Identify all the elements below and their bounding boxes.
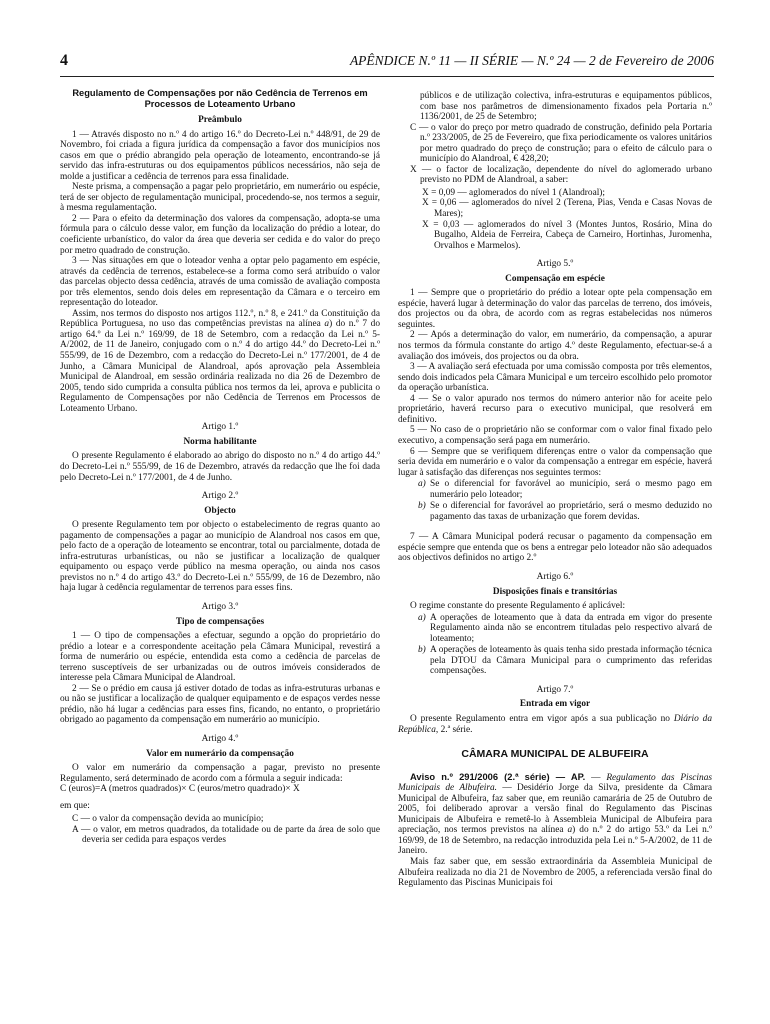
- article-title: Entrada em vigor: [519, 699, 591, 710]
- article-title: Disposições finais e transitórias: [492, 586, 618, 597]
- paragraph: O valor em numerário da compensação a pagar, previsto no presente Regulamento, será determinado de acordo com a fórmula a seguir indicada:: [60, 763, 380, 784]
- definition-item: C — o valor do preço por metro quadrado de construção, definido pela Portaria n.º 233/2005, de 25 de Fevereiro, que fixa periodicamente os valores unitários por metro quadrado do preço de construção; para o efeito de cálculo para o município do Alandroal, € 428,20;: [410, 122, 712, 165]
- article-number: Artigo 2.º: [201, 491, 239, 502]
- paragraph: 3 — Nas situações em que o loteador venha a optar pelo pagamento em espécie, através da cedência de terrenos, estabelece-se a forma como será atribuído o valor das parcelas objecto dessa cedência, através de uma comissão de avaliação composta por três elementos, sendo dois deles em representação da Câmara e o terceiro em representação do loteador.: [60, 256, 380, 309]
- article-number: Artigo 6.º: [536, 571, 574, 582]
- list-item: b) A operações de loteamento às quais tenha sido prestada informação técnica pela DTOU da Câmara Municipal para o cumprimento das referidas compensações.: [418, 645, 712, 677]
- paragraph: O presente Regulamento é elaborado ao abrigo do disposto no n.º 4 do artigo 44.º do Decreto-Lei n.º 555/99, de 16 de Dezembro, através da redacção que lhe foi dada pelo Decreto-Lei n.º 177/2001, de 4 de Junho.: [60, 451, 380, 483]
- article-number: Artigo 3.º: [201, 601, 239, 612]
- paragraph: 5 — No caso de o proprietário não se conformar com o valor final fixado pelo executivo, a compensação será paga em numerário.: [398, 425, 712, 446]
- location-factor-list: [422, 188, 712, 251]
- article-number: Artigo 4.º: [201, 733, 239, 744]
- paragraph: 2 — Se o prédio em causa já estiver dotado de todas as infra-estruturas urbanas e ou não se justificar a localização de qualquer equipamento e de espaços verdes nesse prédio, não há lugar a cedências para esses fins, ficando, no entanto, o proprietário obrigado ao pagamento da compensação em numerário ao município.: [60, 683, 380, 726]
- right-column: [398, 88, 712, 889]
- paragraph: 2 — Após a determinação do valor, em numerário, da compensação, a apurar nos termos da fórmula constante do artigo 4.º deste Regulamento, efectuar-se-á a avaliação dos imóveis, dos projectos ou da obra.: [398, 330, 712, 362]
- paragraph: O regime constante do presente Regulamento é aplicável:: [410, 601, 626, 612]
- article-title: Objecto: [204, 505, 236, 516]
- list-item: a) Se o diferencial for favorável ao município, será o mesmo pago em numerário pelo loteador;: [418, 479, 712, 500]
- definition-item: C — o valor da compensação devida ao município;: [72, 814, 264, 825]
- article-title: Valor em numerário da compensação: [146, 748, 294, 759]
- council-heading: CÂMARA MUNICIPAL DE ALBUFEIRA: [461, 748, 649, 761]
- article-number: Artigo 7.º: [536, 684, 574, 695]
- paragraph: 4 — Se o valor apurado nos termos do número anterior não for aceite pelo proprietário, haverá recurso para o executivo municipal, que resolverá em definitivo.: [398, 393, 712, 425]
- paragraph: O presente Regulamento tem por objecto o estabelecimento de regras quanto ao pagamento de compensações a pagar ao município de Alandroal nos casos em que, pelo facto de a operação de loteamento se encontrar, total ou parcialmente, dotada de infra-estruturas urbanísticas, ou não se justificar a localização de qualquer equipamento ou espaço verde público na mesma operação, ou ainda nos casos previstos no n.º 4 do artigo 43.º do Decreto-Lei n.º 555/99, de 16 de Dezembro, não haja lugar à cedência regulamentar de terrenos para esses fins.: [60, 520, 380, 594]
- list-item: X = 0,03 — aglomerados do nível 3 (Montes Juntos, Rosário, Mina do Bugalho, Aldeia de Ferreira, Cabeça de Carneiro, Hortinhas, Juromenha, Orvalhos e Marmelos).: [422, 219, 712, 251]
- definition-item: X — o factor de localização, dependente do nível do aglomerado urbano previsto no PDM de Alandroal, a saber:: [410, 164, 712, 186]
- paragraph: 1 — O tipo de compensações a efectuar, segundo a opção do proprietário do prédio a lotear e a correspondente aceitação pela Câmara Municipal, revestirá a forma de numerário ou espécie, entendida esta como a cedência de parcelas de terreno susceptíveis de ser urbanizadas ou de outros imóveis considerados de interesse pela Câmara Municipal de Alandroal.: [60, 631, 380, 684]
- paragraph: 2 — Para o efeito da determinação dos valores da compensação, adopta-se uma fórmula para o cálculo desse valor, em função da localização do prédio a lotear, do coeficiente urbanístico, do valor da área que deveria ser cedida e do valor do preço por metro quadrado de construção.: [60, 213, 380, 256]
- article-number: Artigo 5.º: [536, 259, 574, 270]
- paragraph: Assim, nos termos do disposto nos artigos 112.º, n.º 8, e 241.º da Constituição da República Portuguesa, no uso das competências previstas na alínea a) do n.º 7 do artigo 64.º da Lei n.º 169/99, de 18 de Setembro, com a redacção da Lei n.º 5-A/2002, de 11 de Janeiro, conjugado com o n.º 4 do artigo 44.º do Decreto-Lei n.º 555/99, de 16 de Dezembro, com a redacção do Decreto-Lei n.º 177/2001, de 4 de Junho, a Câmara Municipal de Alandroal, após aprovação pela Assembleia Municipal de Alandroal, em sessão ordinária realizada no dia 26 de Dezembro de 2005, tendo sido cumprida a consulta pública nos termos da lei, aprova e publicita o Regulamento de Compensações por não Cedência de Terrenos em Processos de Loteamento Urbano.: [60, 308, 380, 414]
- list-item: X = 0,09 — aglomerados do nível 1 (Alandroal);: [422, 187, 606, 198]
- regulation-title: Regulamento de Compensações por não Cedência de Terrenos em Processos de Loteamento Urbano: [72, 88, 368, 109]
- aviso-paragraph: Aviso n.º 291/2006 (2.ª série) — AP. — Regulamento das Piscinas Municipais de Albufeira. — Desidério Jorge da Silva, presidente da Câmara Municipal de Albufeira, faz saber que, em reunião camarária de 25 de Outubro de 2005, foi deliberado aprovar a versão final do Regulamento das Piscinas Municipais de Albufeira e remetê-lo à Assembleia Municipal de Albufeira para apreciação, nos termos previstos na alínea a) do n.º 2 do artigo 53.º da Lei n.º 169/99, de 18 de Setembro, na redacção introduzida pela Lei n.º 5-A/2002, de 11 de Janeiro.: [398, 771, 713, 857]
- definitions: [60, 814, 380, 846]
- paragraph: 1 — Sempre que o proprietário do prédio a lotear opte pela compensação em espécie, haverá lugar à determinação do valor das parcelas de terreno, dos imóveis, dos projectos ou da obra, de acordo com as regras estabelecidas nos números seguintes.: [398, 288, 712, 330]
- paragraph: 1 — Através disposto no n.º 4 do artigo 16.º do Decreto-Lei n.º 448/91, de 29 de Novembro, foi criada a figura jurídica da compensação a favor dos municípios nos casos em que o prédio abrangido pela operação de loteamento, encontrando-se já servido das infra-estruturas ou dos equipamentos públicos necessários, não seja de molde a justificar a cedência de terrenos para essa finalidade.: [60, 129, 380, 182]
- article-title: Norma habilitante: [183, 436, 257, 447]
- preambulo-heading: Preâmbulo: [198, 115, 242, 125]
- article-title: Tipo de compensações: [175, 616, 265, 627]
- page-header: [60, 52, 714, 77]
- paragraph: O presente Regulamento entra em vigor após a sua publicação no Diário da República, 2.ª série.: [398, 713, 712, 735]
- paragraph: Neste prisma, a compensação a pagar pelo proprietário, em numerário ou espécie, terá de ser objecto de regulamentação municipal, procedendo-se, nos termos a seguir, à mesma regulamentação.: [60, 182, 380, 214]
- em-que-line: em que:: [60, 800, 90, 811]
- definition-item: públicos e de utilização colectiva, infra-estruturas e equipamentos públicos, com base nos parâmetros de dimensionamento fixados pela Portaria n.º 1136/2001, de 25 de Setembro;: [420, 91, 712, 123]
- page-number: 4: [60, 52, 68, 69]
- paragraph: 6 — Sempre que se verifiquem diferenças entre o valor da compensação que seria devida em numerário e o valor da compensação a entregar em espécie, haverá lugar à satisfação das diferenças nos seguintes termos:: [398, 446, 712, 478]
- list-item: b) Se o diferencial for favorável ao proprietário, será o mesmo deduzido no pagamento das taxas de urbanização que forem devidas.: [418, 501, 712, 522]
- definitions-continued: [398, 91, 712, 186]
- list-item: X = 0,06 — aglomerados do nível 2 (Terena, Pias, Venda e Casas Novas de Mares);: [422, 198, 712, 220]
- paragraph: 3 — A avaliação será efectuada por uma comissão composta por três elementos, sendo dois indicados pela Câmara Municipal e um terceiro escolhido pelo promotor da operação urbanística.: [398, 362, 712, 394]
- left-column: [60, 88, 380, 846]
- article-title: Compensação em espécie: [505, 273, 605, 284]
- list-item: a) A operações de loteamento que à data da entrada em vigor do presente Regulamento ainda não se encontrem tituladas pelo respectivo alvará de loteamento;: [418, 612, 712, 644]
- formula: C (euros)=A (metros quadrados)× C (euros/metro quadrado)× X: [60, 784, 300, 795]
- paragraph: 7 — A Câmara Municipal poderá recusar o pagamento da compensação em espécie sempre que entenda que os bens a entregar pelo loteador não são adequados aos objectivos definidos no artigo 2.º: [398, 532, 712, 564]
- running-head: APÊNDICE N.º 11 — II SÉRIE — N.º 24 — 2 de Fevereiro de 2006: [349, 53, 714, 68]
- definition-item: A — o valor, em metros quadrados, da totalidade ou de parte da área de solo que deveria ser cedida para espaços verdes: [72, 824, 380, 846]
- paragraph: Mais faz saber que, em sessão extraordinária da Assembleia Municipal de Albufeira realizada no dia 21 de Novembro de 2005, a referenciada versão final do Regulamento das Piscinas Municipais foi: [398, 857, 712, 889]
- article-number: Artigo 1.º: [201, 422, 239, 433]
